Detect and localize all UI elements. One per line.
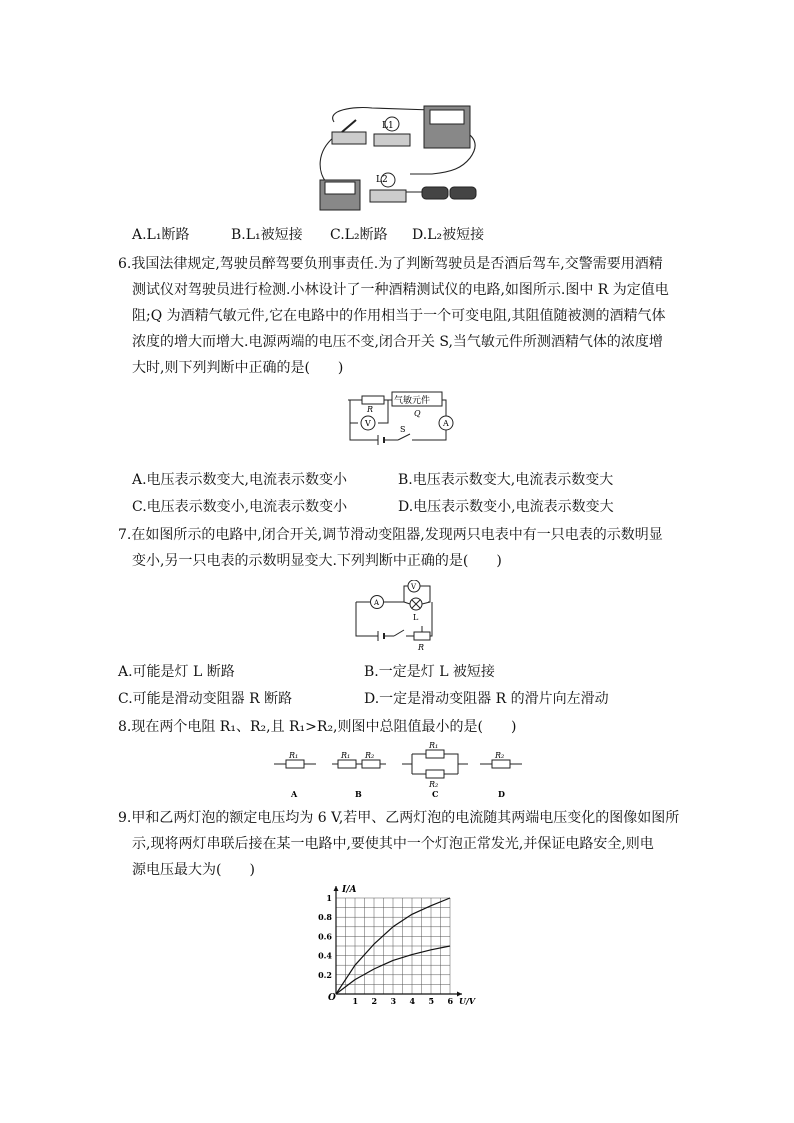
q6-label-r: R [367, 405, 374, 414]
x-tick-label: 1 [352, 996, 359, 1006]
q6-label-sensor: 气敏元件 [394, 396, 431, 406]
q7-circuit-figure [352, 580, 442, 652]
chart-axes [334, 886, 463, 997]
x-tick-label: 3 [390, 996, 397, 1006]
q6-text-line: 大时,则下列判断中正确的是( ) [132, 360, 344, 376]
q5-circuit-figure [312, 102, 487, 214]
q6-text-line: 6.我国法律规定,驾驶员醉驾要负刑事责任.为了判断驾驶员是否酒后驾车,交警需要用酒精 [118, 256, 663, 272]
q8-label-c-r1: R₁ [429, 741, 439, 750]
q8-label-a-r1: R₁ [289, 751, 299, 760]
q5-option-d: D.L₂被短接 [412, 227, 485, 243]
y-tick-label: 0.6 [318, 931, 332, 942]
x-tick-label: 2 [371, 996, 378, 1006]
y-axis-label: I/A [342, 885, 357, 895]
q5-option-c: C.L₂断路 [330, 227, 388, 243]
q6-label-q: Q [414, 409, 421, 418]
q6-option-d: D.电压表示数变小,电流表示数变大 [398, 499, 614, 515]
q7-option-c: C.可能是滑动变阻器 R 断路 [118, 691, 293, 707]
q6-text-line: 浓度的增大而增大.电源两端的电压不变,闭合开关 S,当气敏元件所测酒精气体的浓度增 [132, 334, 663, 350]
q6-label-s: S [400, 425, 406, 434]
q8-label-a: A [291, 789, 298, 799]
q8-label-b-r1: R₁ [341, 751, 351, 760]
q7-text-line: 变小,另一只电表的示数明显变大.下列判断中正确的是( ) [132, 553, 502, 569]
y-tick-label: 0.4 [318, 950, 332, 961]
q9-text-line: 示,现将两灯串联后接在某一电路中,要使其中一个灯泡正常发光,并保证电路安全,则电 [132, 836, 654, 852]
x-tick-label: 4 [409, 996, 416, 1006]
q8-text-line: 8.现在两个电阻 R₁、R₂,且 R₁>R₂,则图中总阻值最小的是( ) [118, 719, 517, 735]
x-tick-label: 6 [447, 996, 454, 1006]
q8-label-d: D [498, 789, 505, 799]
q7-option-a: A.可能是灯 L 断路 [118, 664, 235, 680]
q7-label-a: A [374, 599, 380, 607]
q6-label-v: V [365, 419, 371, 428]
q9-iu-chart [312, 880, 482, 1010]
q8-label-c: C [432, 789, 439, 799]
q7-option-d: D.一定是滑动变阻器 R 的滑片向左滑动 [364, 691, 609, 707]
q8-label-b-r2: R₂ [365, 751, 375, 760]
q7-label-l: L [413, 613, 419, 622]
q7-option-b: B.一定是灯 L 被短接 [364, 664, 495, 680]
origin-label: O [328, 993, 336, 1003]
q6-text-line: 阻;Q 为酒精气敏元件,它在电路中的作用相当于一个可变电阻,其阻值随被测的酒精气体 [132, 308, 666, 324]
q8-label-b: B [355, 789, 362, 799]
q6-option-a: A.电压表示数变大,电流表示数变小 [132, 472, 348, 488]
q8-label-d-r2: R₂ [495, 751, 505, 760]
q8-label-c-r2: R₂ [429, 780, 439, 789]
q6-circuit-figure [342, 390, 454, 452]
q8-resistor-figure [272, 740, 528, 800]
q7-label-v: V [411, 583, 417, 591]
q5-label-l1: L1 [382, 121, 394, 131]
y-tick-label: 1 [326, 893, 332, 903]
x-axis-label: U/V [459, 996, 476, 1006]
q9-text-line: 源电压最大为( ) [132, 862, 255, 878]
q6-text-line: 测试仪对驾驶员进行检测.小林设计了一种酒精测试仪的电路,如图所示.图中 R 为定值电 [132, 282, 669, 298]
q5-option-a: A.L₁断路 [132, 227, 190, 243]
q9-text-line: 9.甲和乙两灯泡的额定电压均为 6 V,若甲、乙两灯泡的电流随其两端电压变化的图像如图所 [118, 810, 680, 826]
x-tick-label: 5 [428, 996, 435, 1006]
q7-label-r: R [418, 643, 425, 652]
y-axis-arrow [334, 886, 339, 891]
q6-label-a: A [443, 419, 449, 428]
q7-text-line: 7.在如图所示的电路中,闭合开关,调节滑动变阻器,发现两只电表中有一只电表的示数明显 [118, 527, 663, 543]
y-tick-label: 0.8 [318, 912, 332, 923]
q6-option-b: B.电压表示数变大,电流表示数变大 [398, 472, 614, 488]
y-tick-label: 0.2 [318, 969, 332, 980]
q5-label-l2: L2 [376, 175, 388, 185]
q5-option-b: B.L₁被短接 [231, 227, 303, 243]
q6-option-c: C.电压表示数变小,电流表示数变小 [132, 499, 348, 515]
chart-grid [336, 898, 450, 994]
